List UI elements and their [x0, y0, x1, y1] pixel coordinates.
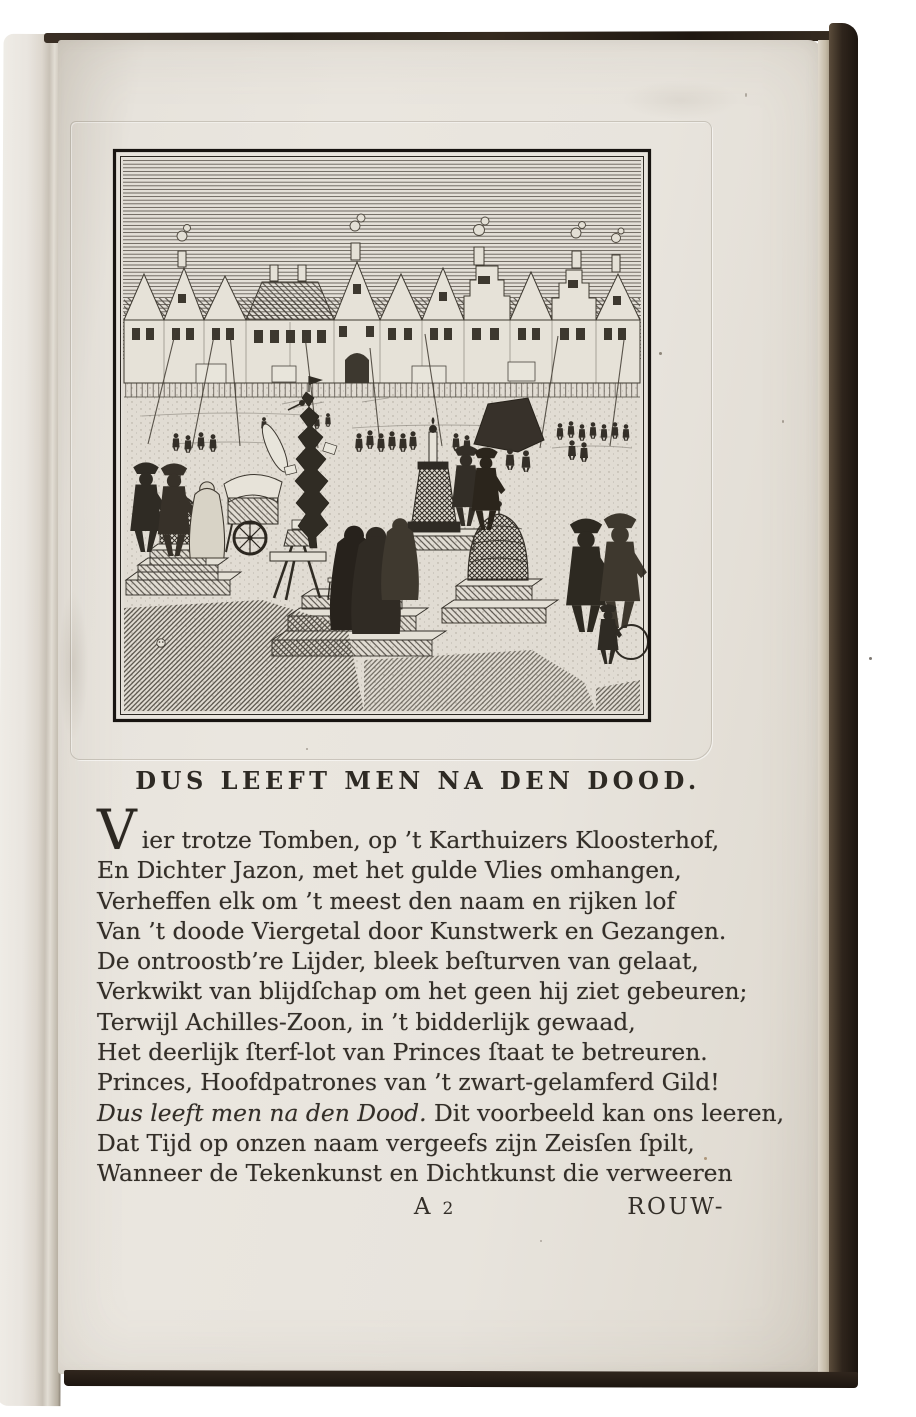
page-footer: [97, 1194, 739, 1228]
poem-line-text: Dit voorbeeld kan ons leeren,: [426, 1098, 785, 1127]
book-cover-bottom-edge: [64, 1370, 858, 1388]
poem-line-italic: Dus leeft men na den Dood.: [97, 1098, 427, 1127]
poem-line: Terwijl Achilles-Zoon, in ’t bidderlijk gewaad,: [97, 1007, 636, 1036]
poem-line: Wanneer de Tekenkunst en Dichtkunst die verweeren: [97, 1159, 733, 1188]
poem-line: Verheffen elk om ’t meest den naam en rijken lof: [97, 886, 676, 915]
signature-mark: [414, 1194, 454, 1220]
poem-line: Princes, Hoofdpatrones van ’t zwart-gelamferd Gild!: [97, 1068, 720, 1097]
poem-line: Verkwikt van blijdſchap om het geen hij ziet gebeuren;: [97, 977, 748, 1006]
plate-tone: [122, 158, 642, 713]
poem-line-text: ier trotze Tomben, op ’t Karthuizers Kloosterhof,: [141, 826, 720, 854]
text-block: [97, 766, 785, 1228]
poem-line: Het deerlijk ſterf-lot van Princes ſtaat te betreuren.: [97, 1038, 708, 1067]
paper-speck: [745, 93, 747, 97]
paper-speck: [869, 657, 872, 660]
poem-line: De ontroostb’re Lijder, bleek beſturven van gelaat,: [97, 947, 699, 976]
engraving: [112, 148, 652, 723]
catchword: ROUW-: [627, 1193, 725, 1220]
poem-line: En Dichter Jazon, met het gulde Vlies omhangen,: [97, 856, 682, 885]
signature-letter: A: [413, 1193, 432, 1220]
paper-speck: [540, 1240, 542, 1242]
paper-speck: [782, 420, 784, 423]
page-title: DUS LEEFT MEN NA DEN DOOD.: [135, 766, 701, 795]
poem-line: [97, 1098, 785, 1128]
poem-line: Dat Tijd op onzen naam vergeefs zijn Zeisſen ſpilt,: [97, 1128, 695, 1157]
poem: [97, 798, 785, 1189]
engraving-illustration: [112, 148, 652, 723]
poem-line: Vier trotze Tomben, op ’t Karthuizers Kloosterhof,: [97, 798, 720, 862]
poem-line: Van ’t doode Viergetal door Kunstwerk en Gezangen.: [97, 916, 727, 945]
book-cover-right-edge: [829, 23, 858, 1387]
signature-number: 2: [442, 1198, 455, 1219]
